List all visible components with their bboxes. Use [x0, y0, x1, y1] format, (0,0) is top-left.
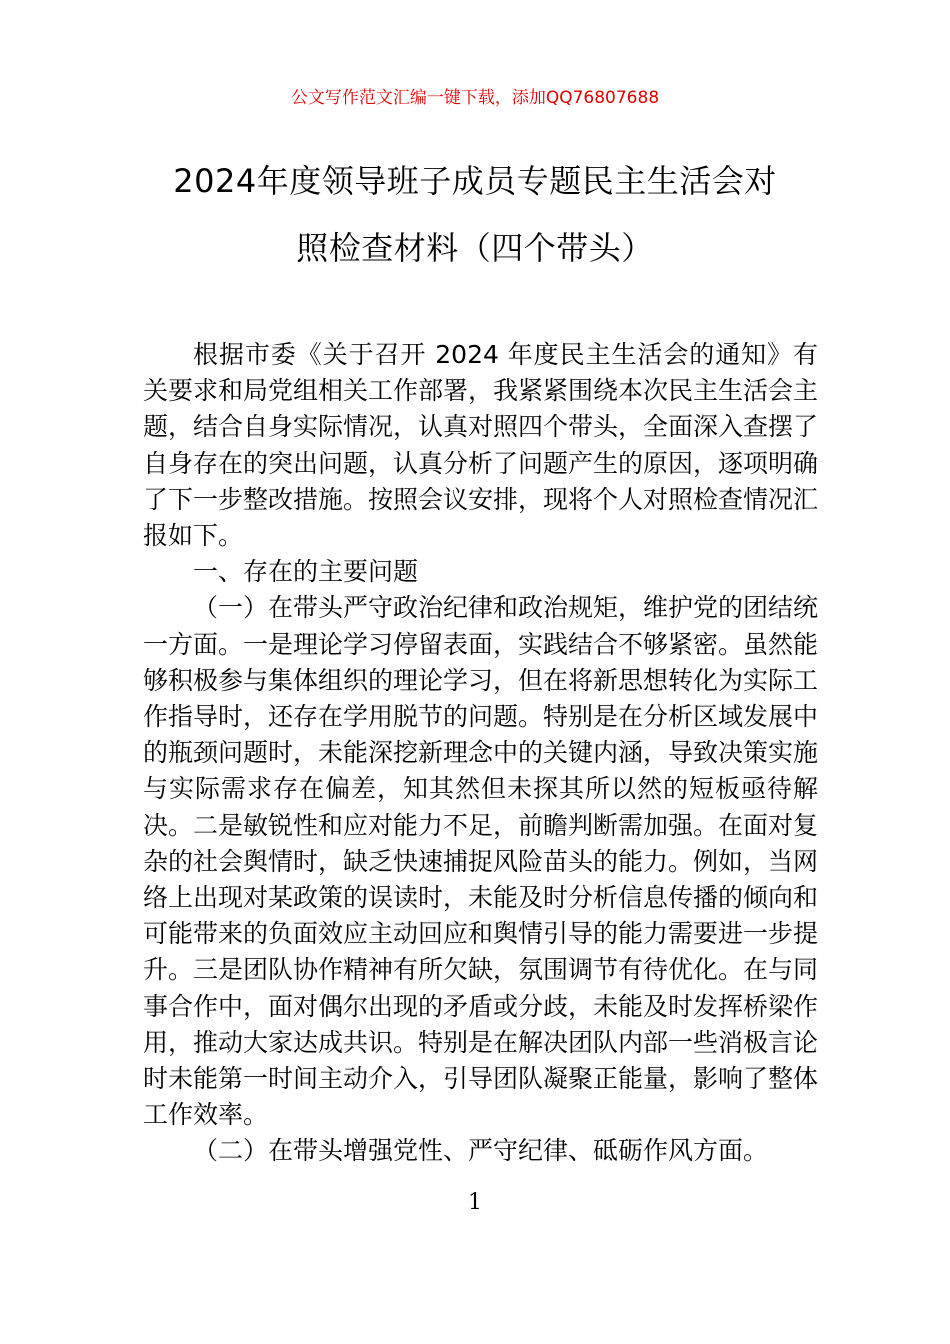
subsection-paragraph-2: （二）在带头增强党性、严守纪律、砥砺作风方面。 [193, 1136, 769, 1166]
page-number: 1 [468, 1190, 482, 1215]
header-download-note: 公文写作范文汇编一键下载，添加QQ76807688 [290, 88, 660, 108]
title-line-1: 2024年度领导班子成员专题民主生活会对 [173, 162, 777, 200]
intro-paragraph: 根据市委《关于召开 2024 年度民主生活会的通知》有关要求和局党组相关工作部署，我紧紧围绕本次民主生活会主题，结合自身实际情况，认真对照四个带头，全面深入查摆了自身存在的突出问题，认真分析了问题产生的原因，逐项明确了下一步整改措施。按照会议安排，现将个人对照检查情况汇报如下。 [143, 340, 819, 551]
document-body [143, 337, 818, 1170]
document-title [100, 148, 850, 282]
section-heading: 一、存在的主要问题 [193, 557, 419, 587]
title-line-2: 照检查材料（四个带头） [296, 229, 654, 267]
subsection-paragraph-1: （一）在带头严守政治纪律和政治规矩，维护党的团结统一方面。一是理论学习停留表面，实践结合不够紧密。虽然能够积极参与集体组织的理论学习，但在将新思想转化为实际工作指导时，还存在学用脱节的问题。特别是在分析区域发展中的瓶颈问题时，未能深挖新理念中的关键内涵，导致决策实施与实际需求存在偏差，知其然但未探其所以然的短板亟待解决。二是敏锐性和应对能力不足，前瞻判断需加强。在面对复杂的社会舆情时，缺乏快速捕捉风险苗头的能力。例如，当网络上出现对某政策的误读时，未能及时分析信息传播的倾向和可能带来的负面效应主动回应和舆情引导的能力需要进一步提升。三是团队协作精神有所欠缺，氛围调节有待优化。在与同事合作中，面对偶尔出现的矛盾或分歧，未能及时发挥桥梁作用，推动大家达成共识。特别是在解决团队内部一些消极言论时未能第一时间主动介入，引导团队凝聚正能量，影响了整体工作效率。 [143, 593, 819, 1130]
